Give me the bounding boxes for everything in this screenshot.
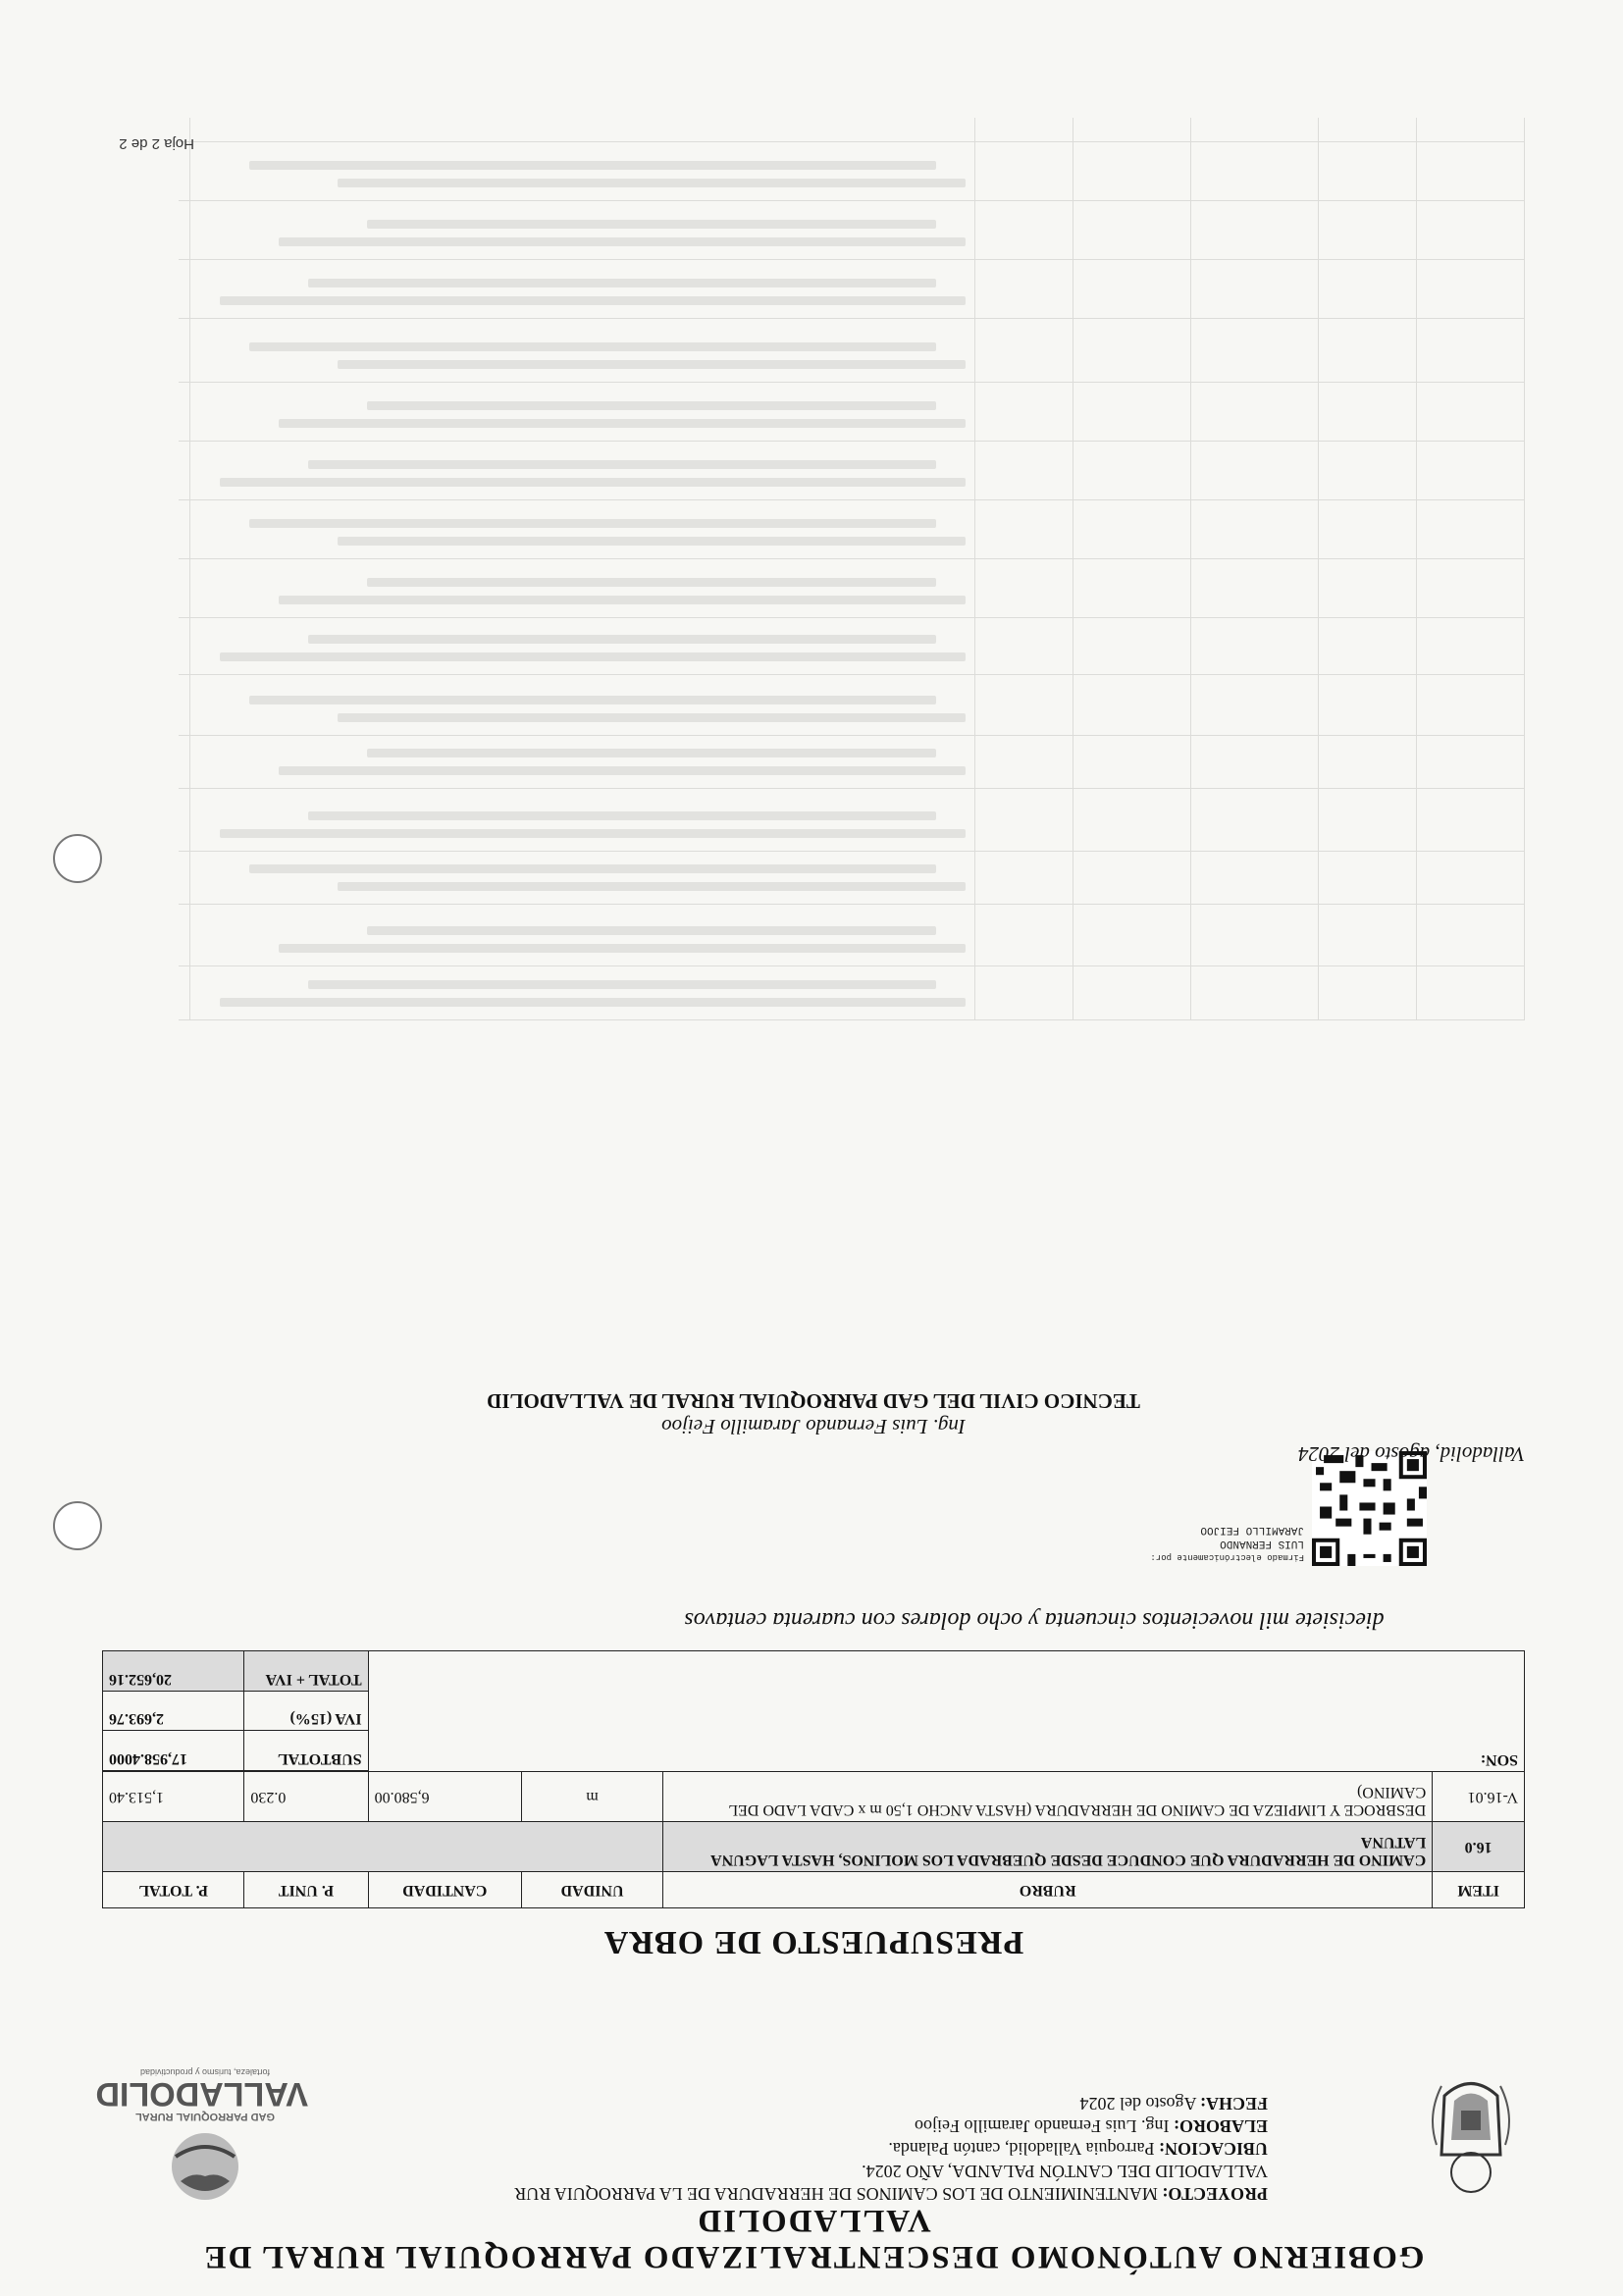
logo-subtitle: GAD PARROQUIAL RURAL — [135, 2111, 275, 2122]
logo-wordmark: VALLADOLID — [95, 2075, 308, 2113]
total-value: 20,652.16 — [103, 1651, 244, 1692]
row-rubro: DESBROCE Y LIMPIEZA DE CAMINO DE HERRADURA (HASTA ANCHO 1,50 m x CADA LADO DEL CAMINO) — [663, 1772, 1433, 1822]
ghost-text — [220, 478, 966, 487]
qr-caption-line: Firmado electrónicamente por: — [1150, 1552, 1304, 1562]
subtotal-value: 17,958.4000 — [103, 1731, 244, 1771]
section-filler — [103, 1822, 663, 1872]
ghost-text — [308, 279, 936, 287]
ghost-rule — [179, 200, 1525, 201]
ghost-column — [189, 118, 190, 1020]
ghost-column — [1524, 118, 1525, 1020]
ghost-text — [367, 401, 936, 410]
row-qty: 6,580.00 — [368, 1772, 521, 1822]
ghost-text — [338, 713, 966, 722]
section-rubro: CAMINO DE HERRADURA QUE CONDUCE DESDE QUEBRADA LOS MOLINOS, HASTA LAGUNA LATUNA — [663, 1822, 1433, 1872]
ghost-text — [279, 766, 966, 775]
ghost-column — [1318, 118, 1319, 1020]
col-header-rubro: RUBRO — [663, 1872, 1433, 1908]
ghost-text — [308, 460, 936, 469]
section-row — [103, 1822, 1525, 1872]
ghost-text — [308, 980, 936, 989]
ghost-rule — [179, 318, 1525, 319]
ghost-text — [279, 944, 966, 953]
ghost-text — [367, 749, 936, 757]
row-item: V-16.01 — [1433, 1772, 1525, 1822]
col-header-unit: UNIDAD — [521, 1872, 662, 1908]
ghost-rule — [179, 441, 1525, 442]
ghost-rule — [179, 788, 1525, 789]
ghost-rule — [179, 965, 1525, 966]
ghost-column — [1416, 118, 1417, 1020]
qr-caption — [1150, 1523, 1304, 1564]
row-unit-price: 0.230 — [244, 1772, 368, 1822]
ghost-column — [1190, 118, 1191, 1020]
ghost-rule — [179, 617, 1525, 618]
location-line: UBICACION: Parroquia Valladolid, cantón Palanda. — [888, 2139, 1268, 2159]
logo-graphic-icon — [102, 2127, 308, 2206]
ghost-text — [279, 237, 966, 246]
iva-label: IVA (15%) — [244, 1691, 368, 1731]
punch-hole-top — [53, 1501, 102, 1550]
ghost-rule — [179, 904, 1525, 905]
ghost-text — [338, 537, 966, 546]
col-header-qty: CANTIDAD — [368, 1872, 521, 1908]
project-line-1: PROYECTO: MANTENIMIENTO DE LOS CAMINOS DE HERRADURA DE LA PARROQUIA RUR — [514, 2184, 1268, 2204]
ghost-text — [249, 342, 936, 351]
ghost-rule — [179, 141, 1525, 142]
ghost-text — [367, 220, 936, 229]
row-unit: m — [521, 1772, 662, 1822]
ghost-text — [279, 596, 966, 604]
qr-code-icon — [1312, 1451, 1427, 1566]
ghost-rule — [179, 382, 1525, 383]
ghost-rule — [179, 558, 1525, 559]
document-title: PRESUPUESTO DE OBRA — [602, 1924, 1024, 1960]
ghost-column — [974, 118, 975, 1020]
qr-caption-line: JARAMILLO FEIJOO — [1200, 1524, 1304, 1536]
ghost-text — [220, 296, 966, 305]
budget-table — [102, 1650, 1525, 1908]
total-label: TOTAL + IVA — [244, 1651, 368, 1692]
table-row — [103, 1772, 1525, 1822]
logo-tagline: fortaleza, turismo y productividad — [139, 2067, 271, 2077]
amount-in-words: diecisiete mil novecientos cincuenta y ocho dolares con cuarenta centavos — [684, 1607, 1385, 1633]
col-header-unit-price: P. UNIT — [244, 1872, 368, 1908]
org-title: GOBIERNO AUTÓNOMO DESCENTRALIZADO PARROQUIAL RURAL DE VALLADOLID — [202, 2203, 1425, 2274]
son-row — [103, 1770, 1525, 1771]
ghost-text — [367, 926, 936, 935]
ghost-text — [220, 998, 966, 1007]
engineer-role: TECNICO CIVIL DEL GAD PARROQUIAL RURAL DE VALLADOLID — [487, 1389, 1140, 1413]
ghost-text — [220, 652, 966, 661]
qr-caption-line: LUIS FERNANDO — [1220, 1538, 1304, 1549]
sheet-number: Hoja 2 de 2 — [119, 135, 194, 152]
project-line-2: VALLADOLID DEL CANTÓN PALANDA, AÑO 2024. — [862, 2162, 1268, 2181]
spacer — [103, 1770, 244, 1771]
spacer — [244, 1770, 368, 1771]
ghost-text — [249, 864, 936, 873]
date-line: FECHA: Agosto del 2024 — [1079, 2094, 1268, 2113]
col-header-total: P. TOTAL — [103, 1872, 244, 1908]
row-total: 1,513.40 — [103, 1772, 244, 1822]
table-header-row — [103, 1872, 1525, 1908]
ghost-text — [338, 882, 966, 891]
ghost-text — [249, 161, 936, 170]
signature-block — [102, 1389, 1525, 1662]
iva-value: 2,693.76 — [103, 1691, 244, 1731]
ghost-rule — [179, 851, 1525, 852]
ghost-text — [308, 635, 936, 644]
ghost-rule — [179, 259, 1525, 260]
son-label: SON: — [1480, 1751, 1518, 1768]
col-header-item: ITEM — [1433, 1872, 1525, 1908]
ghost-text — [308, 811, 936, 820]
ghost-text — [338, 179, 966, 187]
ghost-text — [249, 696, 936, 704]
ghost-rule — [179, 499, 1525, 500]
place-and-date: Valladolid, agosto del 2024 — [1298, 1442, 1525, 1466]
punch-hole-bottom — [53, 834, 102, 883]
ghost-rule — [179, 1019, 1525, 1020]
ghost-text — [279, 419, 966, 428]
author-line: ELABORO: Ing. Luis Fernando Jaramillo Feijoo — [915, 2116, 1268, 2136]
ghost-text — [249, 519, 936, 528]
engineer-name: Ing. Luis Fernando Jaramillo Feijoo — [661, 1415, 966, 1438]
valladolid-logo — [95, 2059, 308, 2206]
ghost-text — [367, 578, 936, 587]
ghost-rule — [179, 735, 1525, 736]
ghost-text — [338, 360, 966, 369]
parish-seal-icon — [1417, 2066, 1525, 2214]
subtotal-label: SUBTOTAL — [244, 1731, 368, 1771]
son-cell — [368, 1651, 1524, 1772]
ghost-rule — [179, 674, 1525, 675]
section-item: 16.0 — [1433, 1822, 1525, 1872]
bleed-through-ghost — [179, 118, 1525, 1020]
ghost-text — [220, 829, 966, 838]
